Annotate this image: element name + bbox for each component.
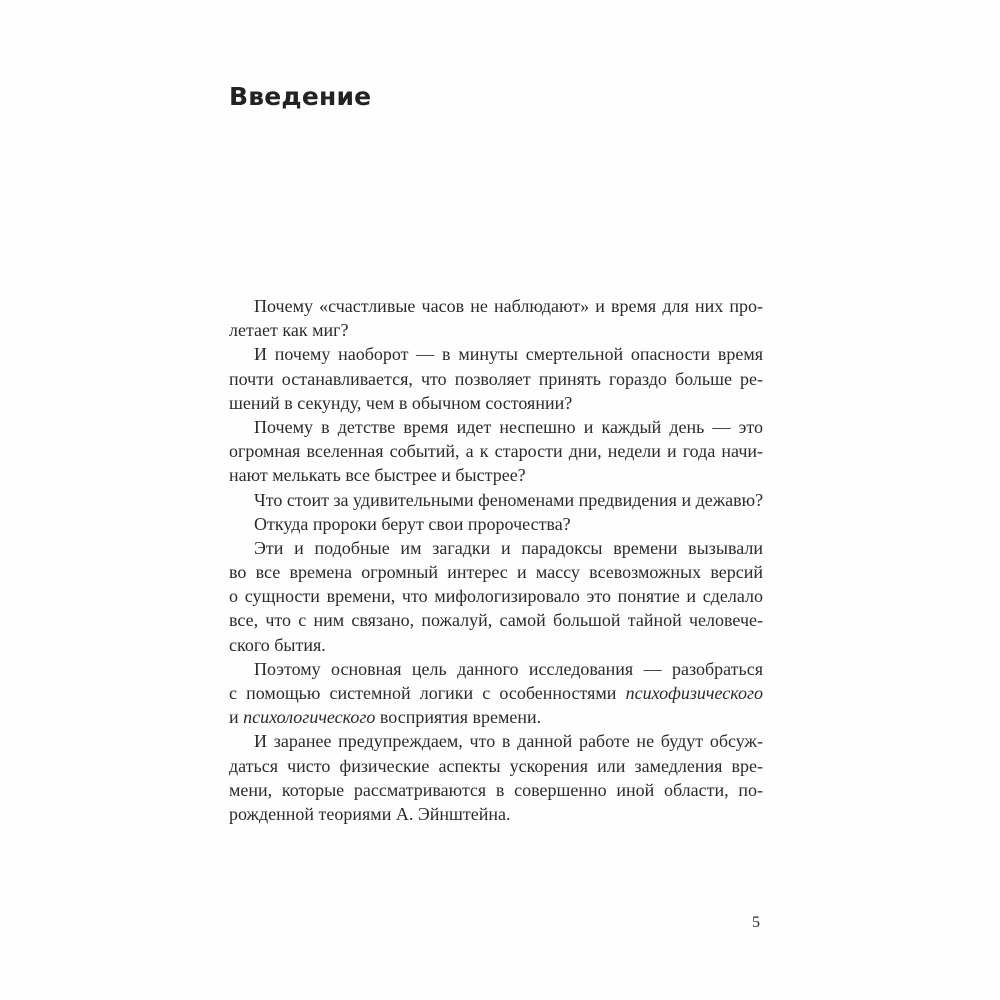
text-line: И заранее предупреждаем, что в данной работе не будут обсуж- — [254, 731, 763, 752]
text-line: ского бытия. — [229, 634, 326, 655]
text-line: почти останавливается, что позволяет принять гораздо больше ре- — [229, 368, 763, 389]
text-line: Эти и подобные им загадки и парадоксы времени вызывали — [254, 537, 763, 558]
text-line: Откуда пророки берут свои пророчества? — [254, 513, 571, 534]
text-line: мени, которые рассматриваются в совершенно иной области, по- — [229, 779, 763, 800]
text-line — [229, 681, 763, 705]
text-line: Что стоит за удивительными феноменами предвидения и дежавю? — [254, 489, 764, 510]
italic-term: психофизического — [625, 683, 763, 703]
text-segment: и — [229, 707, 244, 728]
text-line: шений в секунду, чем в обычном состоянии? — [229, 392, 573, 413]
text-line: нают мелькать все быстрее и быстрее? — [229, 465, 526, 486]
text-segment: с помощью системной логики с особенностями — [229, 683, 626, 703]
text-line: Почему «счастливые часов не наблюдают» и время для них про- — [254, 296, 763, 316]
text-line: даться чисто физические аспекты ускорения или замедления вре- — [229, 755, 763, 776]
text-line: огромная вселенная событий, а к старости дни, недели и года начи- — [229, 441, 763, 462]
text-line: Поэтому основная цель данного исследования — разобраться — [254, 658, 763, 679]
text-line: все, что с ним связано, пожалуй, самой большой тайной человече- — [229, 610, 763, 631]
text-line: И почему наоборот — в минуты смертельной опасности время — [254, 344, 763, 365]
italic-term: психологического — [243, 707, 376, 728]
text-line: Почему в детстве время идет неспешно и каждый день — это — [254, 416, 763, 437]
text-line: рожденной теориями А. Эйнштейна. — [229, 803, 511, 824]
chapter-heading: Введение — [229, 82, 372, 111]
text-line: летает как миг? — [229, 320, 349, 341]
text-line: во все времена огромный интерес и массу всевозможных версий — [229, 562, 763, 583]
body-text — [229, 294, 763, 826]
text-line — [229, 705, 763, 729]
page-number: 5 — [752, 914, 760, 931]
text-line: о сущности времени, что мифологизировало это понятие и сделало — [229, 586, 763, 607]
text-segment: восприятия времени. — [375, 707, 542, 728]
